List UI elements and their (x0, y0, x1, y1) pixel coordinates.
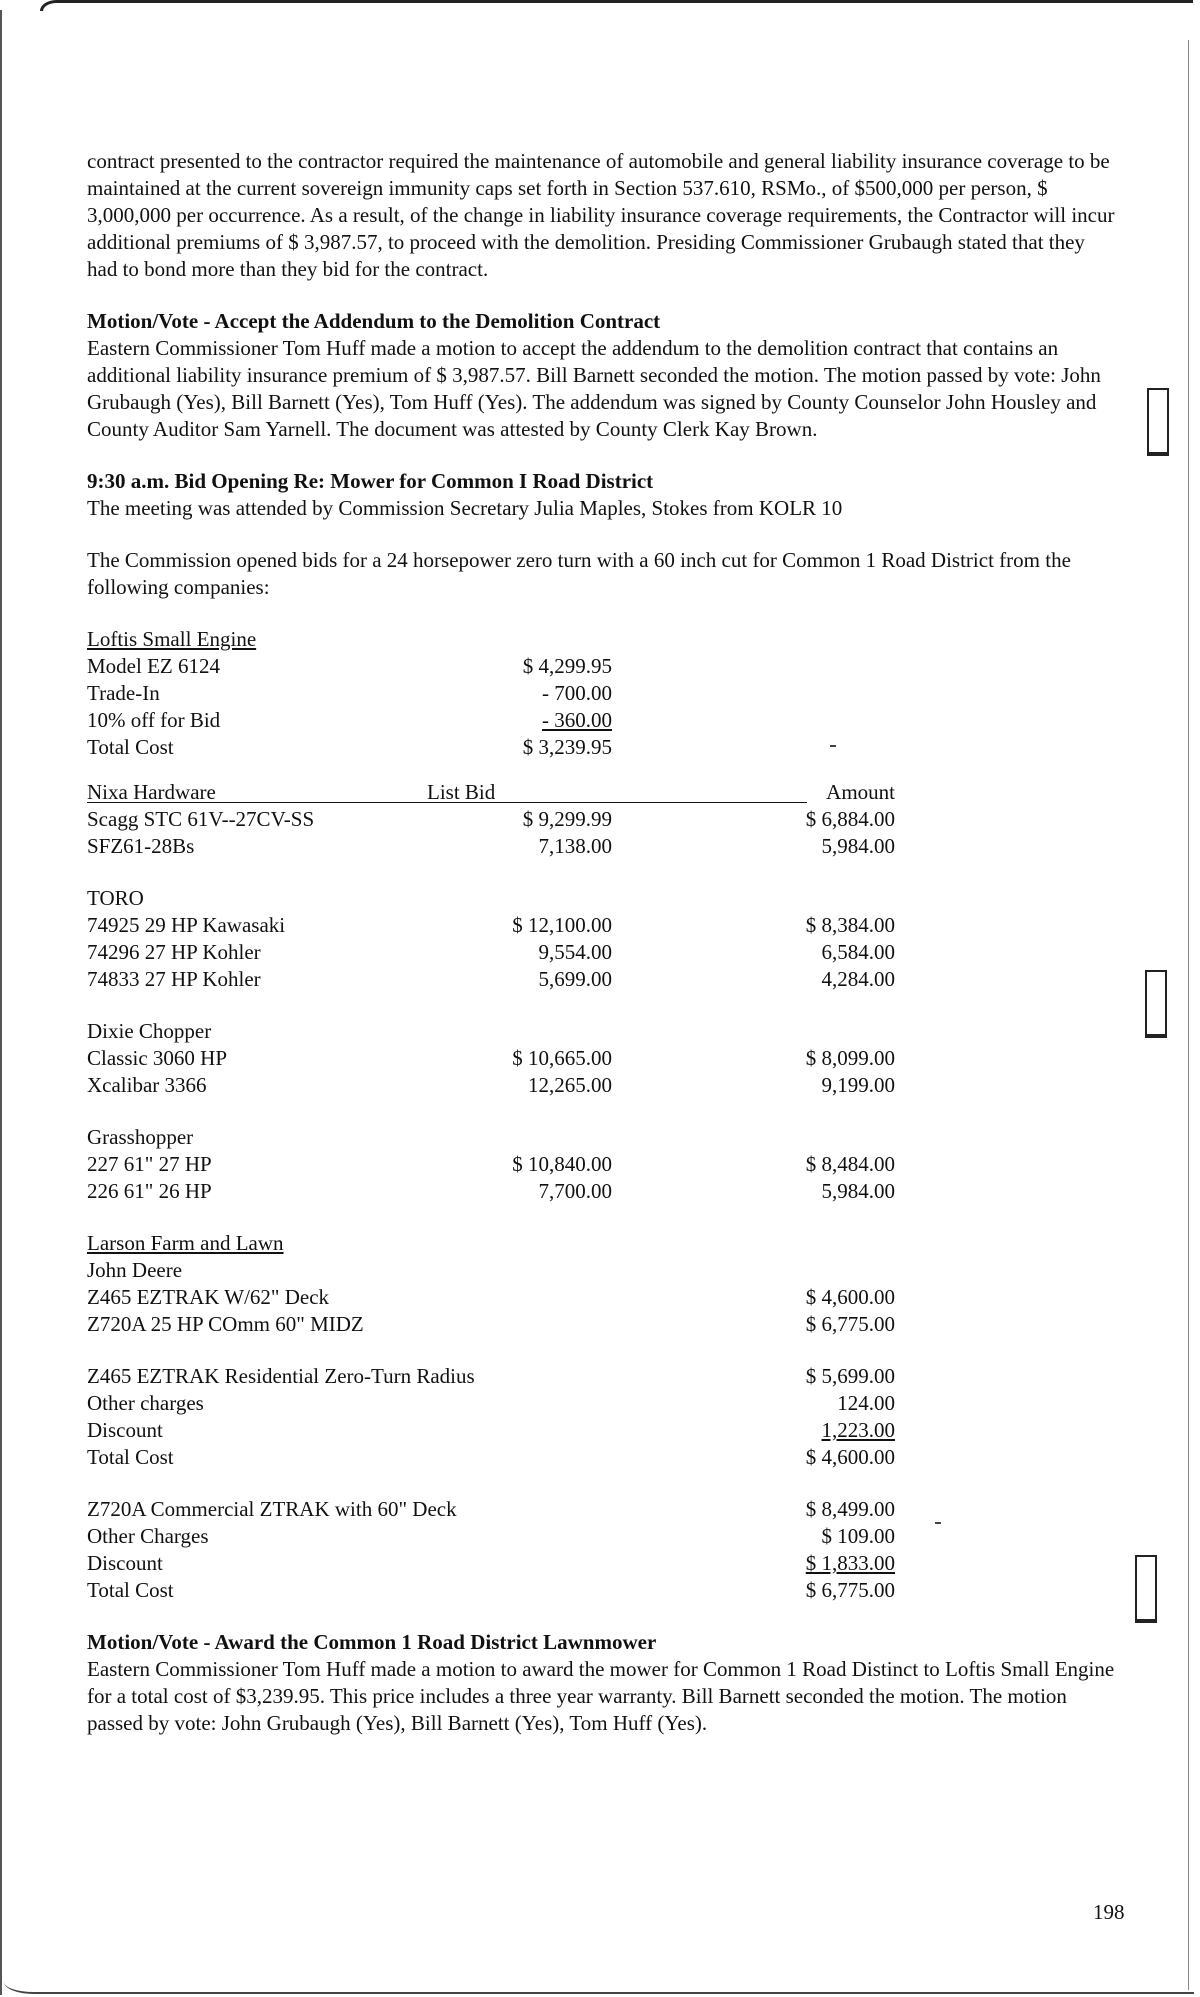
intro-paragraph: contract presented to the contractor required the maintenance of automobile and general liability insurance coverage to be maintained at the current sovereign immunity caps set forth in Section 537.610, RSMo., of $500,000 per person, $ 3,000,000 per occurrence. As a result, of the change in liability insurance coverage requirements, the Contractor will incur additional premiums of $ 3,987.57, to proceed with the demolition. Presiding Commissioner Grubaugh stated that they had to bond more than they bid for the contract. (87, 149, 1115, 281)
item-label: Scagg STC 61V--27CV-SS (87, 807, 315, 831)
item-label: 227 61" 27 HP (87, 1152, 212, 1176)
bid-row (87, 1577, 1117, 1604)
item-label: Other Charges (87, 1524, 209, 1548)
amount: 1,223.00 (821, 1418, 895, 1442)
page-border-top (40, 0, 1193, 11)
item-label: Discount (87, 1418, 163, 1442)
bid-row (87, 707, 1117, 734)
item-label: Total Cost (87, 735, 174, 759)
motion-accept-addendum-heading: Motion/Vote - Accept the Addendum to the Demolition Contract (87, 309, 661, 333)
item-label: 74925 29 HP Kawasaki (87, 913, 286, 937)
vendor-name: Larson Farm and Lawn (87, 1231, 284, 1255)
item-label: Xcalibar 3366 (87, 1073, 207, 1097)
amount: 6,584.00 (821, 940, 895, 964)
list-bid: 5,699.00 (538, 967, 612, 991)
item-label: Z465 EZTRAK W/62" Deck (87, 1285, 330, 1309)
bid-row (87, 939, 1117, 966)
margin-bracket-mark (1135, 1555, 1157, 1623)
bid-opening-attendance: The meeting was attended by Commission Secretary Julia Maples, Stokes from KOLR 10 (87, 496, 843, 520)
item-label: Trade-In (87, 681, 160, 705)
item-price: - 360.00 (542, 708, 612, 732)
bid-row (87, 806, 1117, 833)
vendor-name: Nixa Hardware (87, 780, 216, 804)
bid-row (87, 734, 1117, 761)
list-bid: $ 10,665.00 (512, 1046, 612, 1070)
minutes-content (87, 148, 1117, 1737)
motion-award-mower-text: Eastern Commissioner Tom Huff made a motion to award the mower for Common 1 Road Distinct to Loftis Small Engine for a total cost of $3,239.95. This price includes a three year warranty. Bill Barnett seconded the motion. The motion passed by vote: John Grubaugh (Yes), Bill Barnett (Yes), Tom Huff (Yes). (87, 1657, 1115, 1735)
item-label: 10% off for Bid (87, 708, 221, 732)
bid-row (87, 912, 1117, 939)
amount: 4,284.00 (821, 967, 895, 991)
item-label: Z465 EZTRAK Residential Zero-Turn Radius (87, 1364, 475, 1388)
vendor-heading-loftis (87, 626, 1117, 653)
list-bid: 9,554.00 (538, 940, 612, 964)
brand-name: TORO (87, 886, 144, 910)
list-bid-header: List Bid (427, 780, 496, 804)
amount: $ 4,600.00 (805, 1445, 895, 1469)
item-label: SFZ61-28Bs (87, 834, 195, 858)
amount: $ 8,384.00 (805, 913, 895, 937)
bid-row (87, 1417, 1117, 1444)
item-label: Classic 3060 HP (87, 1046, 228, 1070)
item-label: Z720A 25 HP COmm 60" MIDZ (87, 1312, 364, 1336)
brand-heading-toro (87, 885, 1117, 912)
amount: $ 1,833.00 (805, 1551, 895, 1575)
list-bid: $ 10,840.00 (512, 1152, 612, 1176)
amount-header: Amount (826, 780, 895, 804)
item-label: 74296 27 HP Kohler (87, 940, 261, 964)
vendor-heading-nixa (87, 779, 1117, 806)
list-bid: 7,700.00 (538, 1179, 612, 1203)
amount: 5,984.00 (821, 1179, 895, 1203)
item-label: Total Cost (87, 1578, 174, 1602)
motion-accept-addendum-text: Eastern Commissioner Tom Huff made a motion to accept the addendum to the demolition contract that contains an additional liability insurance premium of $ 3,987.57. Bill Barnett seconded the motion. The motion passed by vote: John Grubaugh (Yes), Bill Barnett (Yes), Tom Huff (Yes). The addendum was signed by County Counselor John Housley and County Auditor Sam Yarnell. The document was attested by County Clerk Kay Brown. (87, 336, 1101, 441)
bid-row (87, 1151, 1117, 1178)
bid-row (87, 1550, 1117, 1577)
bid-opening-heading: 9:30 a.m. Bid Opening Re: Mower for Common I Road District (87, 469, 654, 493)
item-price: $ 3,239.95 (522, 735, 612, 759)
item-label: Discount (87, 1551, 163, 1575)
bid-row (87, 966, 1117, 993)
bid-row (87, 1496, 1117, 1523)
bid-row (87, 1072, 1117, 1099)
vendor-heading-larson (87, 1230, 1117, 1257)
bid-row (87, 1311, 1117, 1338)
amount: $ 8,099.00 (805, 1046, 895, 1070)
list-bid: $ 9,299.99 (522, 807, 612, 831)
bid-row (87, 1363, 1117, 1390)
item-label: Model EZ 6124 (87, 654, 220, 678)
amount: 9,199.00 (821, 1073, 895, 1097)
bid-row (87, 1178, 1117, 1205)
list-bid: 7,138.00 (538, 834, 612, 858)
item-price: $ 4,299.95 (522, 654, 612, 678)
bid-opening-intro: The Commission opened bids for a 24 horsepower zero turn with a 60 inch cut for Common 1 Road District from the following companies: (87, 548, 1071, 599)
bid-row (87, 680, 1117, 707)
bid-row (87, 1045, 1117, 1072)
amount: $ 109.00 (821, 1524, 895, 1548)
amount: $ 5,699.00 (805, 1364, 895, 1388)
amount: $ 6,775.00 (805, 1312, 895, 1336)
amount: 124.00 (837, 1391, 895, 1415)
page-border-bottom (4, 1982, 1194, 1994)
bid-row (87, 653, 1117, 680)
bid-row (87, 833, 1117, 860)
brand-heading-john-deere (87, 1257, 1117, 1284)
bid-row (87, 1523, 1117, 1550)
motion-award-mower-heading: Motion/Vote - Award the Common 1 Road District Lawnmower (87, 1630, 657, 1654)
item-price: - 700.00 (542, 681, 612, 705)
list-bid: 12,265.00 (528, 1073, 612, 1097)
item-label: 74833 27 HP Kohler (87, 967, 261, 991)
amount: $ 6,775.00 (805, 1578, 895, 1602)
bid-row (87, 1284, 1117, 1311)
brand-heading-grasshopper (87, 1124, 1117, 1151)
amount: $ 4,600.00 (805, 1285, 895, 1309)
amount: $ 8,499.00 (805, 1497, 895, 1521)
bid-row (87, 1390, 1117, 1417)
item-label: Z720A Commercial ZTRAK with 60" Deck (87, 1497, 457, 1521)
item-label: Other charges (87, 1391, 204, 1415)
amount: $ 8,484.00 (805, 1152, 895, 1176)
amount: $ 6,884.00 (805, 807, 895, 831)
page-border-right (1188, 40, 1189, 1990)
list-bid: $ 12,100.00 (512, 913, 612, 937)
bid-row (87, 1444, 1117, 1471)
item-label: Total Cost (87, 1445, 174, 1469)
brand-name: Dixie Chopper (87, 1019, 212, 1043)
brand-heading-dixie-chopper (87, 1018, 1117, 1045)
margin-bracket-mark (1145, 970, 1167, 1038)
page-border-left (0, 10, 12, 1995)
item-label: 226 61" 26 HP (87, 1179, 212, 1203)
amount: 5,984.00 (821, 834, 895, 858)
page-number: 198 (1093, 1900, 1125, 1924)
brand-name: Grasshopper (87, 1125, 194, 1149)
brand-name: John Deere (87, 1258, 183, 1282)
margin-bracket-mark (1147, 388, 1169, 456)
vendor-name: Loftis Small Engine (87, 627, 257, 651)
